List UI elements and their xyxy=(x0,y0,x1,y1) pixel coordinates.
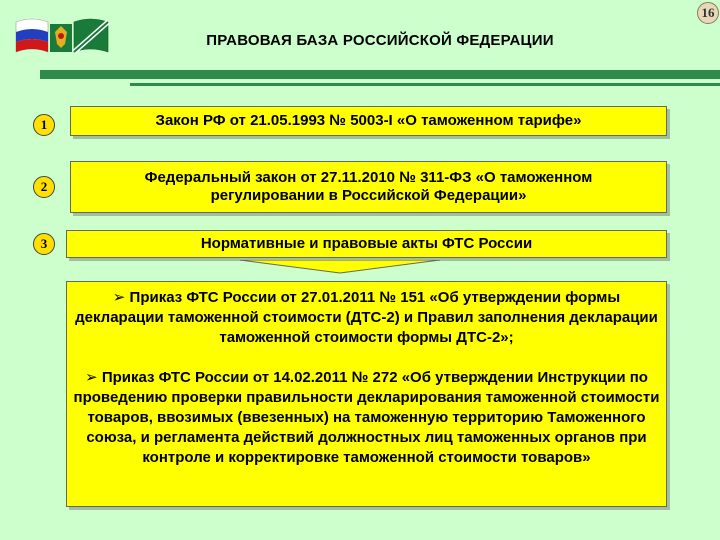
order-2-text: Приказ ФТС России от 14.02.2011 № 272 «Об утверждении Инструкции по проведению проверки правильности декларирования таможенной стоимости товаров, ввозимых (ввезенных) на таможенную территорию Таможенного союза, и регламента действий должностных лиц таможенных органов при контроле и корректировке таможенной стоимости товаров» xyxy=(73,369,660,466)
item-1-number-badge: 1 xyxy=(33,114,55,136)
header-divider-thick xyxy=(40,70,720,79)
item-2-text: Федеральный закон от 27.11.2010 № 311-ФЗ «О таможенном регулировании в Российской Федерации» xyxy=(144,169,593,204)
fts-orders-box xyxy=(66,281,667,507)
russian-flag-icon xyxy=(16,19,48,52)
customs-emblem-icon xyxy=(50,24,72,52)
item-3-acts-box xyxy=(66,230,667,258)
customs-flag-icon xyxy=(74,19,108,52)
item-2-law-box xyxy=(70,161,667,213)
down-arrow-icon xyxy=(240,260,440,274)
order-1-text: Приказ ФТС России от 27.01.2011 № 151 «Об утверждении формы декларации таможенной стоимости (ДТС-2) и Правил заполнения декларации таможенной стоимости формы ДТС-2»; xyxy=(75,289,658,346)
item-3-number-badge: 3 xyxy=(33,233,55,255)
arrow-bullet-icon: ➢ xyxy=(112,289,126,306)
order-item-1 xyxy=(73,288,660,348)
header-divider-thin xyxy=(130,83,720,86)
item-2-number-badge: 2 xyxy=(33,176,55,198)
item-1-text: Закон РФ от 21.05.1993 № 5003-I «О таможенном тарифе» xyxy=(155,112,582,129)
page-title: ПРАВОВАЯ БАЗА РОССИЙСКОЙ ФЕДЕРАЦИИ xyxy=(206,32,554,49)
arrow-bullet-icon: ➢ xyxy=(85,369,98,386)
page-number-badge: 16 xyxy=(697,2,719,24)
item-3-text: Нормативные и правовые акты ФТС России xyxy=(200,235,533,252)
order-item-2 xyxy=(73,368,660,468)
flags-logo xyxy=(12,12,112,64)
item-1-law-box xyxy=(70,106,667,136)
